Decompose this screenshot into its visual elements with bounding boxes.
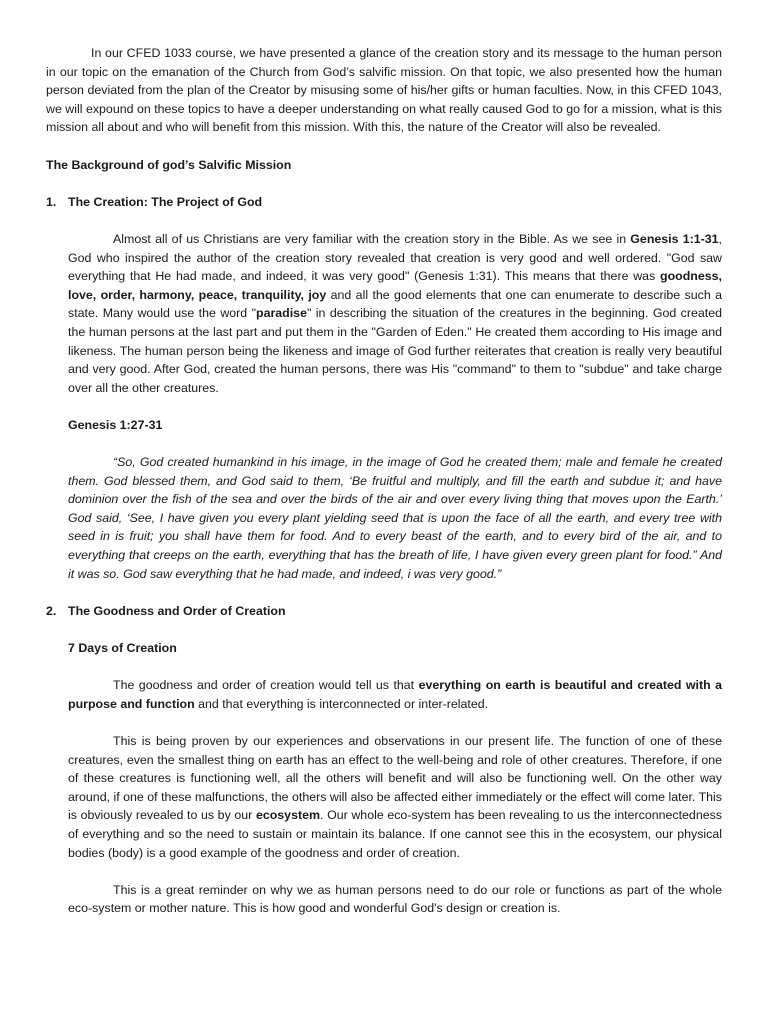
section-1-number: 1. — [46, 194, 57, 209]
section-1-title: The Creation: The Project of God — [68, 194, 263, 209]
text-run: , God who inspired the author of the creation story revealed that creation is very good and well ordered. "God saw everything that He had made, and indeed, it was very good" (Genesis 1:31). This means that there was — [68, 231, 722, 284]
text-run: The goodness and order of creation would tell us that — [113, 678, 419, 693]
text-run: and all the good elements that one can enumerate to describe such a state. Many would use the word " — [68, 287, 722, 321]
text-run: and that everything is interconnected or inter-related. — [194, 696, 489, 711]
section-2-heading — [46, 602, 722, 621]
scripture-quote — [46, 453, 722, 583]
section-1-heading — [46, 193, 722, 212]
bold-text: everything on earth is beautiful and created with a purpose and function — [68, 678, 723, 711]
bible-reference: Genesis 1:1-31 — [630, 231, 719, 246]
main-heading: The Background of god’s Salvific Mission — [46, 157, 292, 172]
section-2-paragraph-1 — [68, 676, 722, 713]
intro-paragraph: In our CFED 1033 course, we have presented a glance of the creation story and its message to the human person in our topic on the emanation of the Church from God’s salvific mission. On that topic, we also presented how the human person deviated from the plan of the Creator by misusing some of his/her gifts or human faculties. Now, in this CFED 1043, we will expound on these topics to have a deeper understanding on what really caused God to go for a mission, what is this mission all about and who will benefit from this mission. With this, the nature of the Creator will also be revealed. — [46, 46, 722, 135]
text-run: This is being proven by our experiences and observations in our present life. The function of one of these creatures, even the smallest thing on earth has an effect to the well-being and role of other creatures. Therefore, if one of these creatures is functioning well, all the others will benefit and will also be functioning well. On the other way around, if one of these malfunctions, the others will also be affected either immediately or the effect will come later. This is obviously revealed to us by our — [68, 733, 722, 823]
text-run: Almost all of us Christians are very familiar with the creation story in the Bible. As we see in — [113, 231, 631, 246]
section-2-number: 2. — [46, 603, 57, 618]
text-run: . Our whole eco-system has been revealing to us the interconnectedness of everything and so the need to sustain or maintain its balance. If one cannot see this in the ecosystem, our physical bodies (body) is a good example of the goodness and order of creation. — [68, 808, 722, 860]
section-2-title: The Goodness and Order of Creation — [68, 603, 286, 618]
text-run: " in describing the situation of the creatures in the beginning. God created the human persons at the last part and put them in the "Garden of Eden." He created them according to His image and likeness. The human person being the likeness and image of God further reiterates that creation is really very beautiful and very good. After God, created the human persons, there was His "command" to them to "subdue" and take charge over all the other creatures. — [68, 306, 722, 395]
scripture-heading: Genesis 1:27-31 — [68, 417, 163, 432]
scripture-quote-text: “So, God created humankind in his image, in the image of God he created them; male and female he created them. God blessed them, and God said to them, ‘Be fruitful and multiply, and fill the earth and subdue it; and have dominion over the fish of the sea and over the birds of the air and over every living thing that moves upon the Earth.’ God said, ‘See, I have given you every plant yielding seed that is upon the face of all the earth, and every tree with seed in is fruit; you shall have them for food. And to every beast of the earth, and to every bird of the air, and to everything that creeps on the earth, everything that has the breath of life, I have given every green plant for food.” And it was so. God saw everything that he had made, and indeed, i was very good.” — [68, 455, 722, 581]
section-2-paragraph-2 — [68, 732, 722, 862]
section-2-paragraph-3: This is a great reminder on why we as human persons need to do our role or functions as part of the whole eco-system or mother nature. This is how good and wonderful God's design or creation is. — [68, 882, 722, 916]
section-2-subheading: 7 Days of Creation — [68, 641, 177, 655]
section-1-paragraph — [68, 230, 722, 397]
document-page — [46, 44, 722, 918]
bold-text: goodness, love, order, harmony, peace, tranquility, joy — [68, 269, 722, 302]
bold-text: ecosystem — [255, 808, 320, 823]
bold-text: paradise — [256, 306, 307, 321]
